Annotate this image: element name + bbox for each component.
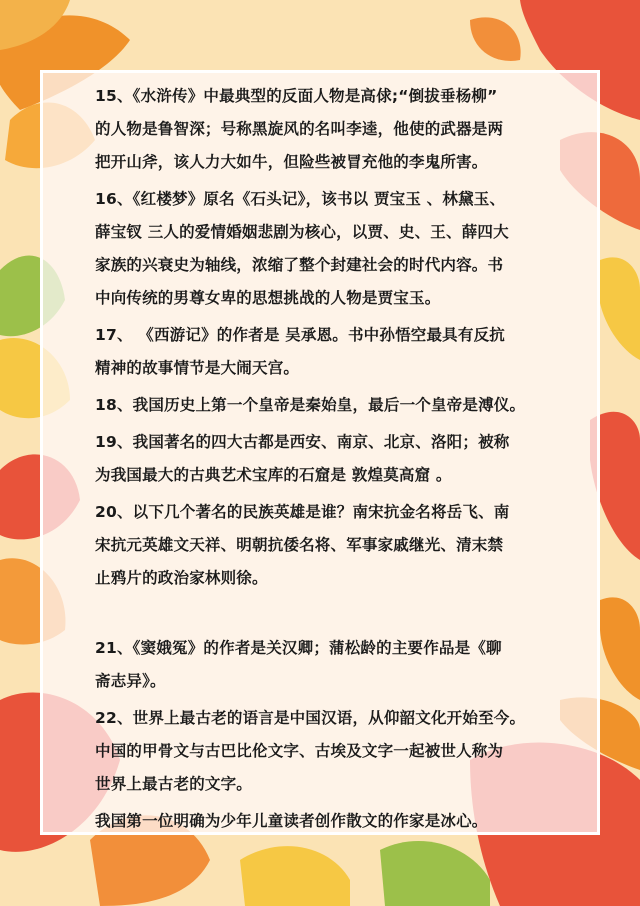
paragraph (95, 183, 565, 315)
paragraph (95, 80, 565, 179)
text-line: 薛宝钗 三人的爱情婚姻悲剧为核心，以贾、史、王、薛四大 (95, 223, 509, 241)
text-line: 的人物是鲁智深；号称黑旋风的名叫李逵，他使的武器是两 (95, 120, 504, 138)
text-line: 19、我国著名的四大古都是西安、南京、北京、洛阳；被称 (95, 433, 510, 451)
text-line: 中向传统的男尊女卑的思想挑战的人物是贾宝玉。 (95, 289, 441, 307)
paragraph (95, 632, 565, 698)
text-line: 22、世界上最古老的语言是中国汉语，从仰韶文化开始至今。 (95, 709, 526, 727)
text-line: 16、《红楼梦》原名《石头记》，该书以 贾宝玉 、林黛玉、 (95, 190, 506, 208)
text-line: 世界上最古老的文字。 (95, 775, 253, 793)
text-line: 15、《水浒传》中最典型的反面人物是高俅;“倒拔垂杨柳” (95, 87, 498, 105)
text-line: 18、我国历史上第一个皇帝是秦始皇，最后一个皇帝是溥仪。 (95, 396, 526, 414)
text-line: 宋抗元英雄文天祥、明朝抗倭名将、军事家戚继光、清末禁 (95, 536, 504, 554)
paragraph (95, 389, 565, 422)
blank-gap (95, 599, 565, 632)
text-line: 精神的故事情节是大闹天宫。 (95, 359, 300, 377)
text-line: 21、《窦娥冤》的作者是关汉卿；蒲松龄的主要作品是《聊 (95, 639, 502, 657)
paragraph (95, 319, 565, 385)
text-line: 中国的甲骨文与古巴比伦文字、古埃及文字一起被世人称为 (95, 742, 504, 760)
text-line: 17、 《西游记》的作者是 吴承恩。书中孙悟空最具有反抗 (95, 326, 505, 344)
article-body (95, 80, 565, 842)
paragraph (95, 496, 565, 595)
text-line: 止鸦片的政治家林则徐。 (95, 569, 268, 587)
paragraph (95, 426, 565, 492)
text-line: 斋志异》。 (95, 672, 166, 690)
text-line: 为我国最大的古典艺术宝库的石窟是 敦煌莫高窟 。 (95, 466, 452, 484)
paragraph (95, 805, 565, 838)
text-line: 20、以下几个著名的民族英雄是谁？南宋抗金名将岳飞、南 (95, 503, 510, 521)
text-line: 我国第一位明确为少年儿童读者创作散文的作家是冰心。 (95, 812, 488, 830)
text-line: 把开山斧，该人力大如牛，但险些被冒充他的李鬼所害。 (95, 153, 488, 171)
paragraph (95, 702, 565, 801)
text-line: 家族的兴衰史为轴线，浓缩了整个封建社会的时代内容。书 (95, 256, 504, 274)
